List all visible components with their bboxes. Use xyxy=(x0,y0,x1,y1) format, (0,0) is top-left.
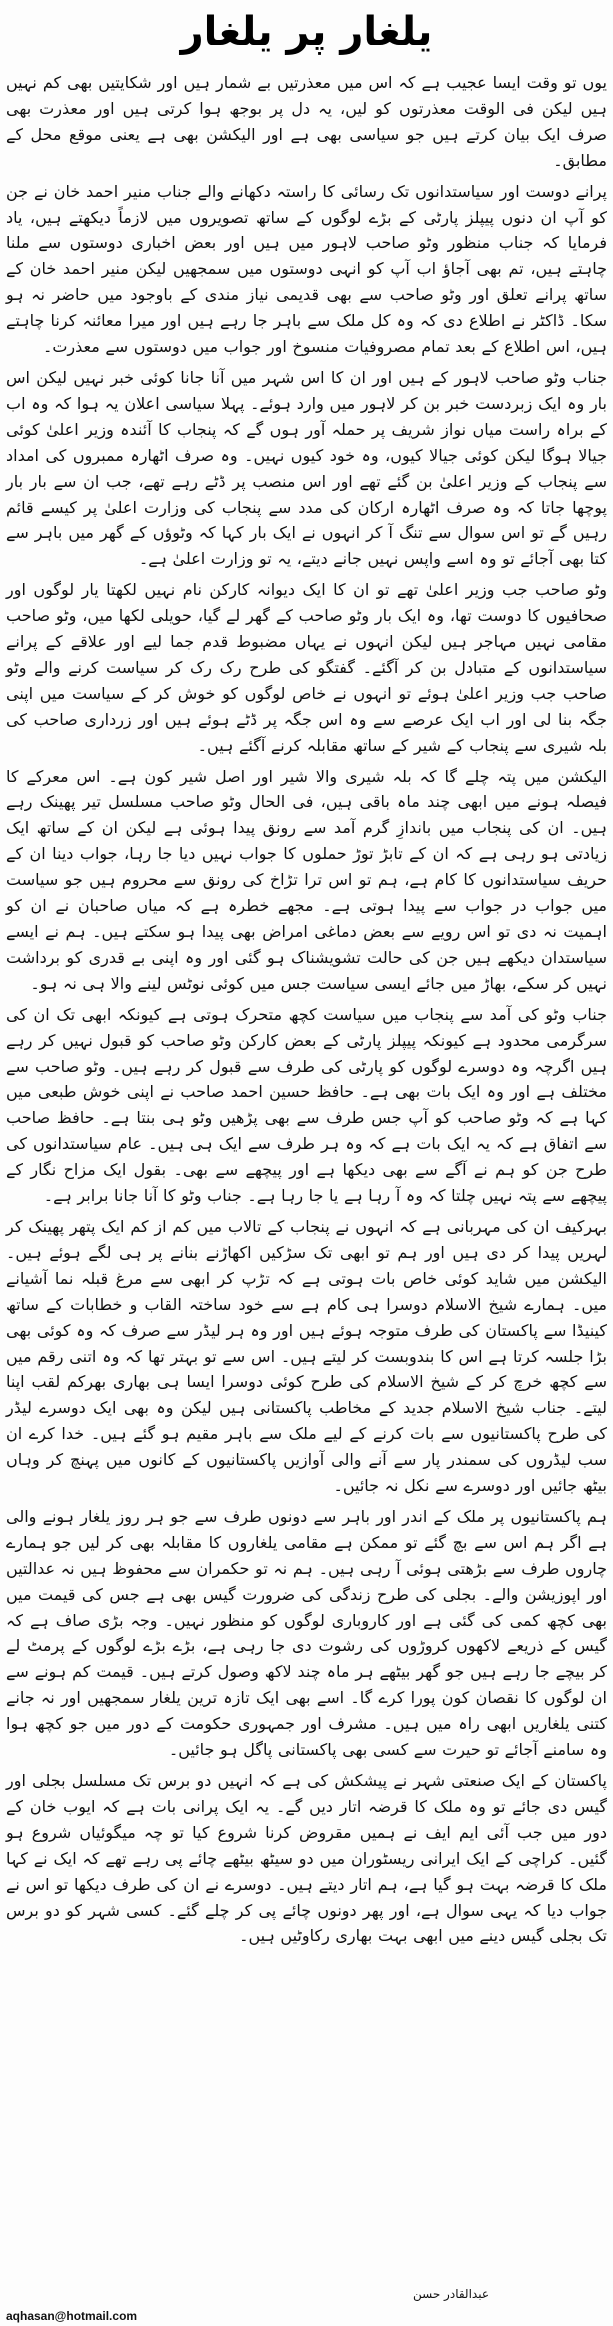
paragraph: پرانے دوست اور سیاستدانوں تک رسائی کا راستہ دکھانے والے جناب منیر احمد خان نے جن کو آپ ان دنوں پیپلز پارٹی کے بڑے لوگوں کے ساتھ تصویروں میں لازماً دیکھتے ہیں، یاد فرمایا کہ جناب منظور وٹو صاحب لاہور میں ہیں اور بعض اخباری دوستوں سے ملنا چاہتے ہیں، تم بھی آجاؤ اب آپ کو انہی دوستوں میں سمجھیں لیکن منیر احمد خان کے ساتھ پرانے تعلق اور وٹو صاحب سے بھی قدیمی نیاز مندی کے باوجود میں حاضر نہ ہو سکا۔ ڈاکٹر نے اطلاع دی کہ وہ کل ملک سے باہر جا رہے ہیں اور میرا معائنہ کرنا چاہتے ہیں، اس اطلاع کے بعد تمام مصروفیات منسوخ اور جواب میں دوستوں سے معذرت۔ xyxy=(6,181,607,357)
author-name: عبدالقادر حسن xyxy=(412,2287,489,2301)
paragraph: الیکشن میں پتہ چلے گا کہ بلہ شیری والا شیر اور اصل شیر کون ہے۔ اس معرکے کا فیصلہ ہونے میں ابھی چند ماہ باقی ہیں، فی الحال وٹو صاحب مسلسل تیر پھینک رہے ہیں۔ ان کی پنجاب میں باندازِ گرم آمد سے رونق پیدا ہوئی ہے لیکن ان کے ساتھ ایک زیادتی ہو رہی ہے کہ ان کے تابڑ توڑ حملوں کا جواب نہیں دیا جا رہا، جواب دینا ان کے حریف سیاستدانوں کا کام ہے، ہم تو اس ترا تڑاخ کی رونق سے محروم ہیں جو سیاست میں جواب در جواب سے پیدا ہوتی ہے۔ مجھے خطرہ ہے کہ میاں صاحبان نے ان کو اہمیت نہ دی تو اس رویے سے بعض دماغی امراض بھی پیدا ہو سکتے ہیں۔ ہم نے ایسے سیاستدان دیکھے ہیں جن کی حالت تشویشناک ہو گئی اور وہ اپنی بے قدری کو برداشت نہیں کر سکے، بھاڑ میں جائے ایسی سیاست جس میں کوئی نوٹس لینے والا ہی نہ ہو۔ xyxy=(6,766,607,993)
byline xyxy=(6,2286,607,2324)
paragraph: یوں تو وقت ایسا عجیب ہے کہ اس میں معذرتیں بے شمار ہیں اور شکایتیں بھی کم نہیں ہیں لیکن فی الوقت معذرتوں کو لیں، یہ دل پر بوجھ ہوا کرتی ہیں اور معذرت بھی صرف ایک بیان کرتے ہیں جو سیاسی بھی ہے اور الیکشن بھی ہے یعنی موقع محل کے مطابق۔ xyxy=(6,73,607,170)
article-body xyxy=(6,70,607,1949)
paragraph: وٹو صاحب جب وزیر اعلیٰ تھے تو ان کا ایک دیوانہ کارکن نام نہیں لکھتا یار لوگوں اور صحافیوں کا دوست تھا، وہ ایک بار وٹو صاحب کے گھر لے گیا، حویلی لکھا میں، وٹو صاحب مقامی نہیں مہاجر ہیں لیکن انہوں نے یہاں مضبوط قدم جما لیے اور علاقے کے پرانے سیاستدانوں کے متبادل بن کر آگئے۔ گفتگو کی طرح رک رک کر سیاست کرنے والے وٹو صاحب جب وزیر اعلیٰ ہوئے تو انہوں نے خاص لوگوں کو خوش کر کے سیاست میں اپنی جگہ بنا لی اور اب ایک عرصے سے وہ اس جگہ پر ڈٹے ہوئے ہیں اور زرداری صاحب کی بلہ شیری سے پنجاب کے شیر کے ساتھ مقابلہ کرنے آگئے ہیں۔ xyxy=(6,580,607,755)
paragraph: بہرکیف ان کی مہربانی ہے کہ انہوں نے پنجاب کے تالاب میں کم از کم ایک پتھر پھینک کر لہریں پیدا کر دی ہیں اور ہم تو ابھی تک سڑکیں اکھاڑنے بنانے پر ہی لگے ہوئے ہیں۔ الیکشن میں شاید کوئی خاص بات ہوتی ہے کہ تڑپ کر ابھی سے مرغ قبلہ نما آشیانے میں۔ ہمارے شیخ الاسلام دوسرا ہی کام ہے سے خود ساختہ القاب و خطابات کے ساتھ کینیڈا سے پاکستان کی طرف متوجہ ہوئے ہیں اور وہ ہر لیڈر سے صرف کہ وہ کوئی بھی بڑا جلسہ کرتا ہے اس کا بندوبست کر لیتے ہیں۔ اس سے تو بہتر تھا کہ وہ اتنی رقم میں سے کچھ خرچ کر کے شیخ الاسلام کی طرح کوئی دوسرا ایسا ہی بھاری بھرکم لقب اپنا لیتے۔ جناب شیخ الاسلام جدید کے مخاطب پاکستانی ہیں لیکن وہ بھی ایک دوسرے لیڈر کی طرح پاکستانیوں سے بات کرنے کے لیے ملک سے باہر مقیم ہو گئے ہیں۔ خدا کرے ان سب لیڈروں کی سمندر پار سے آنے والی آوازیں پاکستانیوں کے کانوں میں پہنچ کر وہاں بیٹھ جائیں اور دوسرے سے نکل نہ جائیں۔ xyxy=(6,1216,607,1496)
paragraph: ہم پاکستانیوں پر ملک کے اندر اور باہر سے دونوں طرف سے جو ہر روز یلغار ہونے والی ہے اگر ہم اس سے بچ گئے تو ممکن ہے مقامی یلغاروں کا مقابلہ بھی کر لیں جو ہمارے چاروں طرف سے بڑھتی ہوئی آ رہی ہیں۔ ہم نہ تو حکمران سے محفوظ ہیں نہ عدالتیں اور اپوزیشن والے۔ بجلی کی طرح زندگی کی ضرورت گیس بھی ہے جس کی قیمت میں بھی کچھ کمی کی گئی ہے اور کاروباری لوگوں کو منظور نہیں۔ وجہ بڑی صاف ہے کہ گیس کے ذریعے لاکھوں کروڑوں کی رشوت دی جا رہی ہے، بڑے بڑے لوگوں کے پرمٹ لے کر بیچے جا رہے ہیں جو گھر بیٹھے ہر ماہ چند لاکھ وصول کرتے ہیں۔ قیمت کم ہونے سے ان لوگوں کا نقصان کون پورا کرے گا۔ اسے بھی ایک تازہ ترین یلغار سمجھیں اور نہ جانے کتنی یلغاریں ابھی راہ میں ہیں۔ مشرف اور جمہوری حکومت کے دور میں جو کچھ ہوا وہ سامنے آجائے تو حیرت سے کسی بھی پاکستانی پاگل ہو جائیں۔ xyxy=(6,1506,607,1760)
author-email: aqhasan@hotmail.com xyxy=(6,2309,138,2323)
article-title: یلغار پر یلغار xyxy=(180,9,433,55)
paragraph: جناب وٹو کی آمد سے پنجاب میں سیاست کچھ متحرک ہوتی ہے کیونکہ ابھی تک ان کی سرگرمی محدود ہے کیونکہ پیپلز پارٹی کے بعض کارکن وٹو صاحب کو قبول نہیں کر رہے ہیں اگرچہ وہ دوسرے لوگوں کو پارٹی کی طرف سے قبول کر رہے ہیں۔ وٹو صاحب سے مختلف ہے اور وہ ایک بات بھی ہے۔ حافظ حسین احمد صاحب نے اپنی خوش طبعی میں کہا ہے کہ وٹو صاحب کو آپ جس طرف سے بھی پڑھیں وٹو ہی بنتا ہے۔ حافظ صاحب سے اتفاق ہے کہ یہ ایک بات ہے کہ وہ ہر طرف سے ایک ہی ہیں۔ عام سیاستدانوں کی طرح جن کو ہم نے آگے سے بھی دیکھا ہے اور پیچھے سے بھی۔ بقول ایک مزاح نگار کے پیچھے سے پتہ نہیں چلتا کہ وہ آ رہا ہے یا جا رہا ہے۔ جناب وٹو کا آنا جانا برابر ہے۔ xyxy=(6,1004,607,1206)
paragraph: جناب وٹو صاحب لاہور کے ہیں اور ان کا اس شہر میں آنا جانا کوئی خبر نہیں لیکن اس بار وہ ایک زبردست خبر بن کر لاہور میں وارد ہوئے۔ پہلا سیاسی اعلان یہ ہوا کہ وہ اب کے براہ راست میاں نواز شریف پر حملہ آور ہوں گے کہ پنجاب کا آئندہ وزیر اعلیٰ کوئی جیالا ہوگا لیکن کوئی جیالا کیوں، وہ خود کیوں نہیں۔ وہ صرف اٹھارہ ممبروں کی امداد سے پنجاب کے وزیر اعلیٰ بن گئے تھے اور اس منصب پر ڈٹے رہے تھے، جب ان سے بار بار پوچھا جاتا کہ وہ صرف اٹھارہ ارکان کی مدد سے پنجاب کی وزارت اعلیٰ پر کیسے قائم رہیں گے تو اس سوال سے تنگ آ کر انہوں نے ایک بار کہا کہ وٹوؤں کے گھر میں باہر سے کتا بھی آجائے تو وہ اسے واپس نہیں جانے دیتے، یہ تو وزارت اعلیٰ ہے۔ xyxy=(6,367,607,569)
paragraph: پاکستان کے ایک صنعتی شہر نے پیشکش کی ہے کہ انہیں دو برس تک مسلسل بجلی اور گیس دی جائے تو وہ ملک کا قرضہ اتار دیں گے۔ یہ ایک پرانی بات ہے کہ ایوب خان کے دور میں جب آئی ایم ایف نے ہمیں مقروض کرنا شروع کیا تو چہ میگوئیاں شروع ہو گئیں۔ کراچی کے ایک ایرانی ریسٹوران میں دو سیٹھ بیٹھے چائے پی رہے تھے کہ ایک نے کہا ملک کا قرضہ بہت ہو گیا ہے، ہم اتار دیتے ہیں۔ دوسرے نے ان کی طرف دیکھا تو اس نے جواب دیا کہ یہی سوال ہے، اور پھر دونوں چائے پی کر چلے گئے۔ کسی شہر کو دو برس تک بجلی گیس دینے میں ابھی بہت بھاری رکاوٹیں ہیں۔ xyxy=(6,1771,607,1946)
